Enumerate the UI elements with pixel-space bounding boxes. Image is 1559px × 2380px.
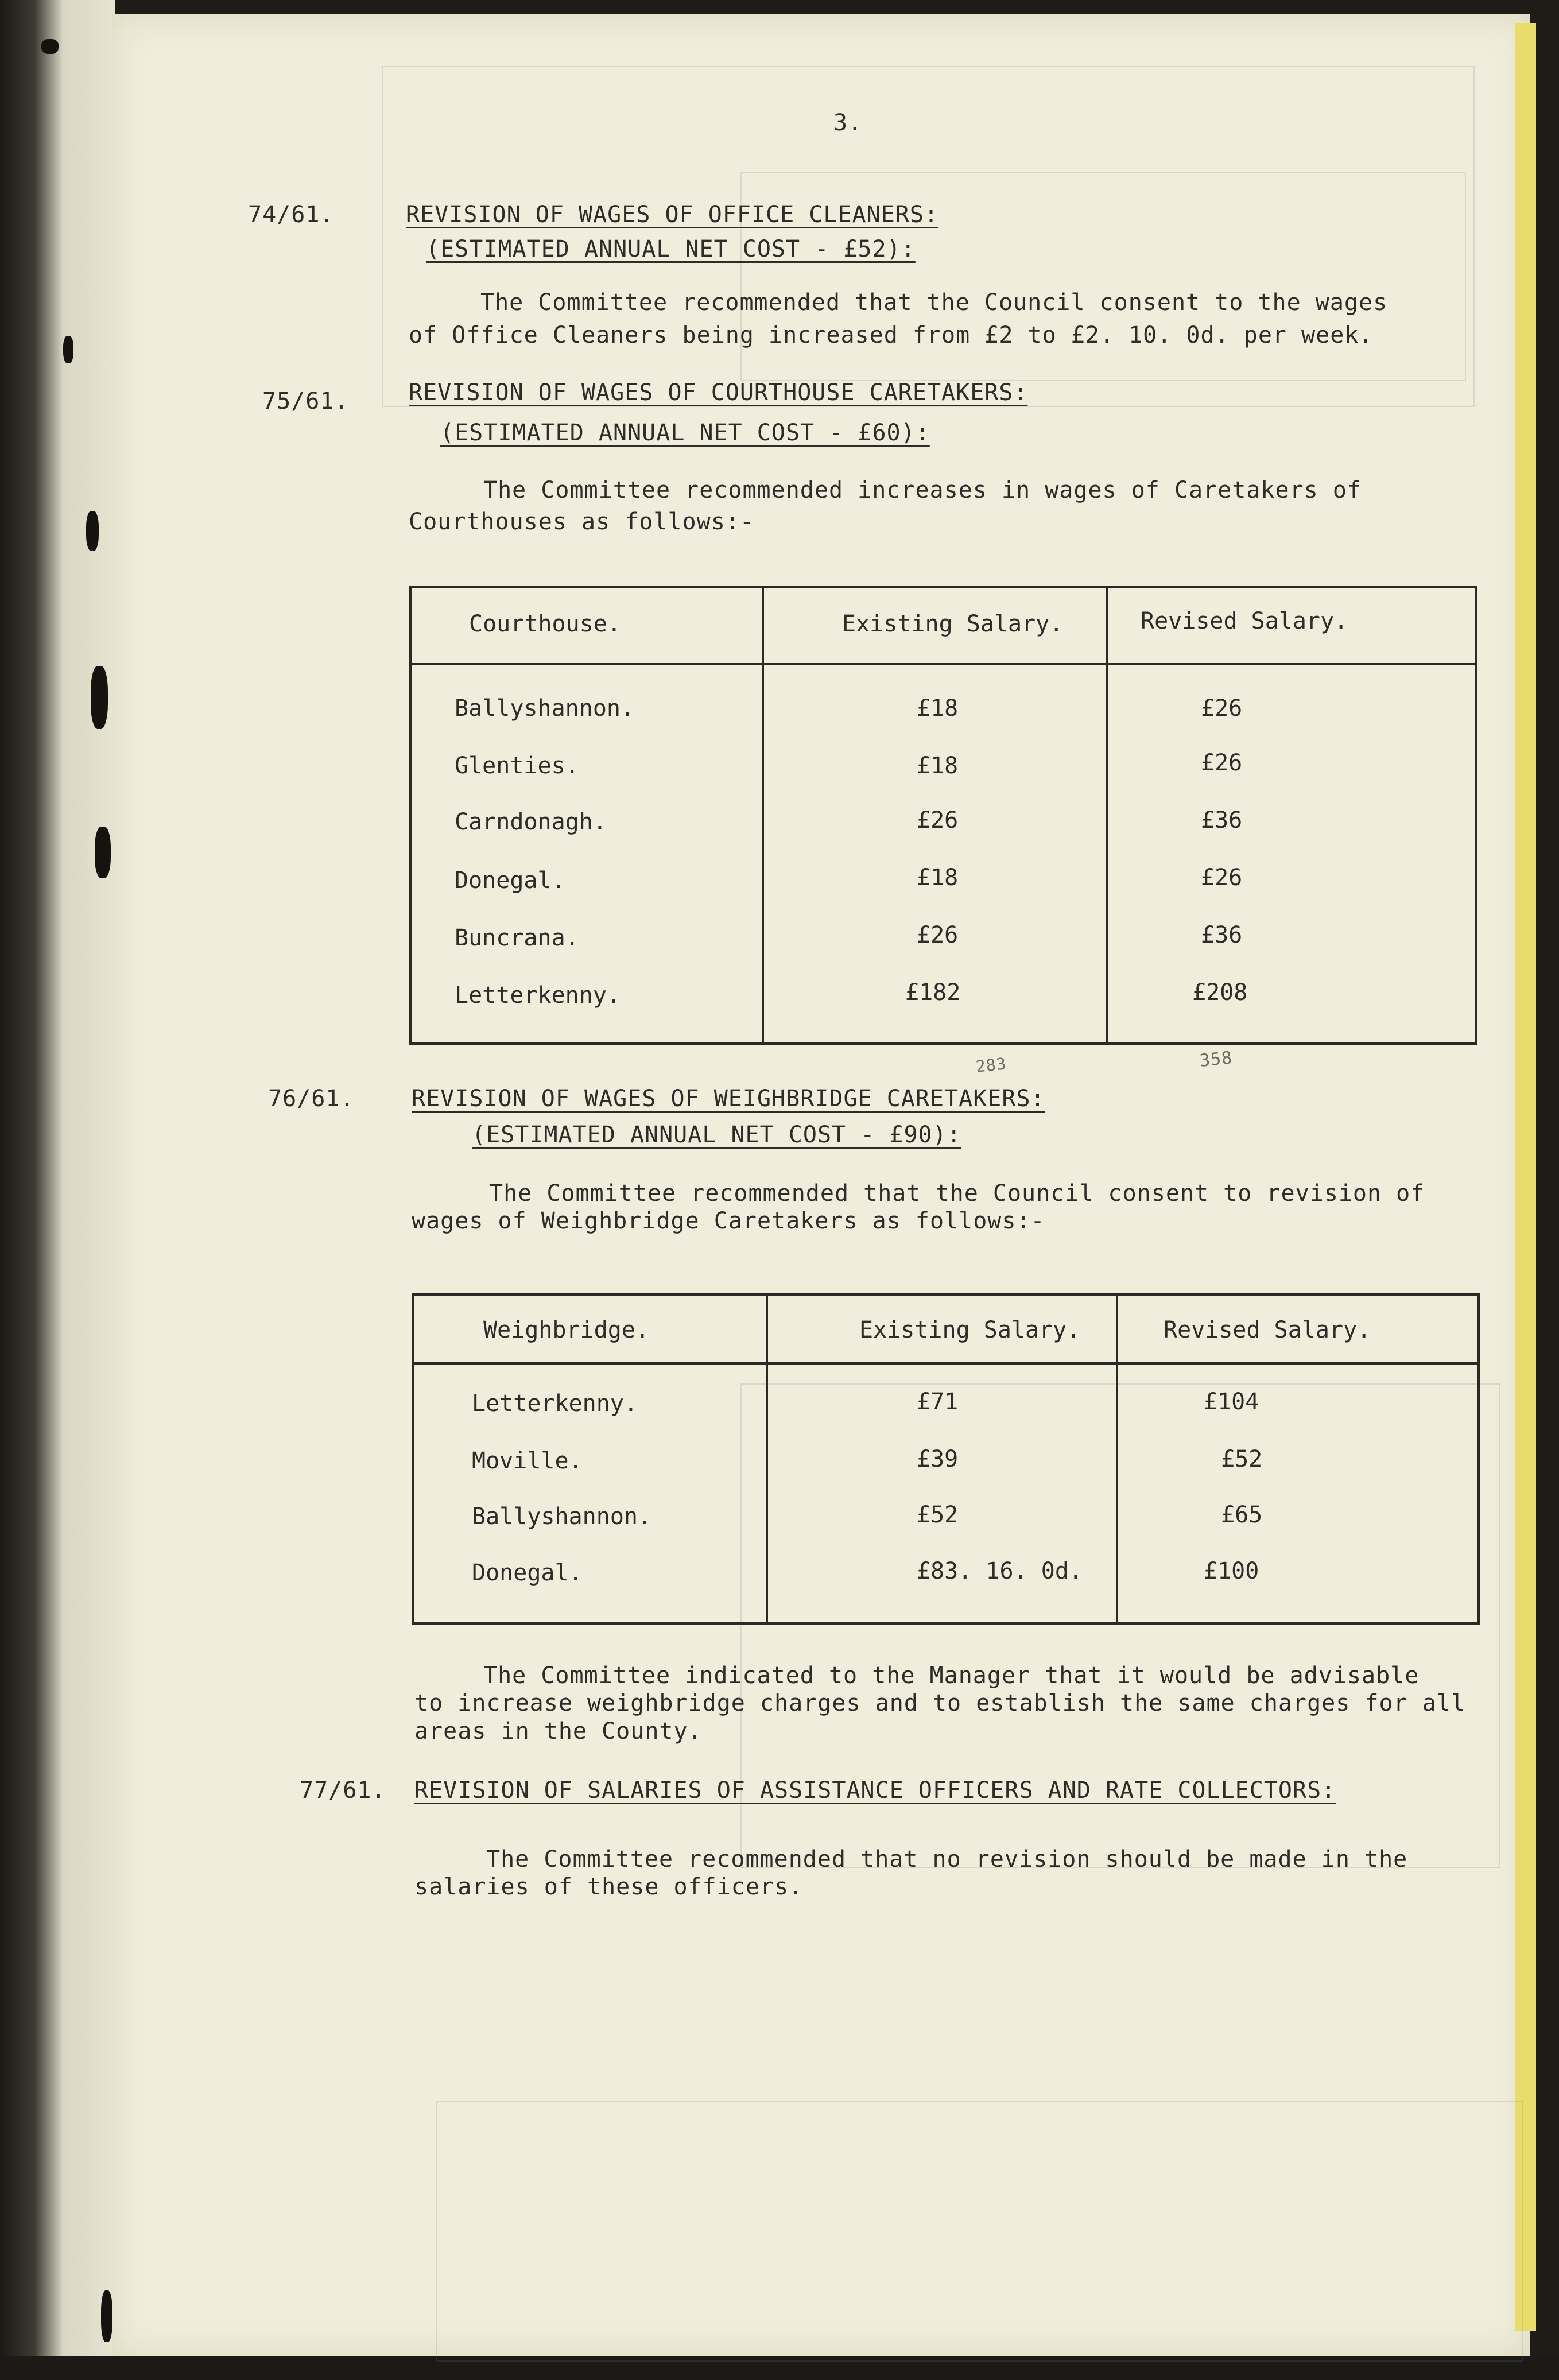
item-cost: (ESTIMATED ANNUAL NET COST - £60):: [440, 420, 930, 446]
table-cell: £26: [917, 807, 959, 834]
table-cell: £65: [1221, 1502, 1263, 1528]
binding-hole: [63, 336, 73, 363]
page-binding: [0, 0, 115, 2380]
table-cell: £208: [1192, 979, 1248, 1006]
item-ref: 75/61.: [262, 388, 349, 414]
binding-hole: [86, 511, 99, 551]
table-divider: [1106, 588, 1108, 1042]
binding-hole: [41, 39, 59, 54]
page-number: 3.: [833, 110, 863, 136]
table-cell: £36: [1201, 807, 1243, 834]
item-heading: REVISION OF WAGES OF OFFICE CLEANERS:: [406, 201, 939, 228]
table-divider: [762, 588, 764, 1042]
binding-hole: [95, 827, 111, 878]
table-cell: £18: [917, 753, 959, 779]
table-divider: [1116, 1296, 1118, 1622]
table-cell: Donegal.: [472, 1560, 583, 1586]
item-body-line: wages of Weighbridge Caretakers as follows:-: [412, 1208, 1045, 1234]
table-cell: £104: [1204, 1389, 1259, 1415]
page-edge: [1515, 23, 1536, 2331]
table-header: Revised Salary.: [1164, 1317, 1371, 1343]
item-body-line: Courthouses as follows:-: [409, 509, 754, 535]
table-cell: £52: [917, 1502, 959, 1528]
binding-hole: [101, 2290, 113, 2342]
item-cost: (ESTIMATED ANNUAL NET COST - £90):: [472, 1122, 961, 1148]
table-cell: Letterkenny.: [455, 982, 621, 1009]
table-cell: £26: [1201, 750, 1243, 776]
item-body-line: The Committee recommended that no revision should be made in the: [486, 1846, 1408, 1873]
table-cell: £26: [1201, 865, 1243, 891]
item-ref: 74/61.: [248, 201, 335, 228]
table-cell: £71: [917, 1389, 959, 1415]
table-header: Existing Salary.: [859, 1317, 1081, 1343]
item-note-line: areas in the County.: [414, 1718, 703, 1745]
table-cell: Donegal.: [455, 867, 565, 894]
table-cell: Glenties.: [455, 753, 579, 779]
table-cell: £52: [1221, 1446, 1263, 1472]
table-cell: £18: [917, 865, 959, 891]
table-cell: £26: [1201, 695, 1243, 722]
item-body-line: The Committee recommended that the Council consent to revision of: [489, 1180, 1425, 1207]
item-heading: REVISION OF WAGES OF COURTHOUSE CARETAKERS:: [409, 379, 1028, 406]
item-heading: REVISION OF SALARIES OF ASSISTANCE OFFICERS AND RATE COLLECTORS:: [414, 1777, 1336, 1804]
table-header: Existing Salary.: [842, 611, 1064, 637]
table-divider: [412, 663, 1475, 665]
table-cell: Buncrana.: [455, 925, 579, 951]
item-body-line: The Committee recommended increases in wages of Caretakers of: [483, 477, 1362, 503]
courthouse-table: [409, 586, 1477, 1045]
item-body-line: salaries of these officers.: [414, 1874, 804, 1900]
table-cell: £36: [1201, 922, 1243, 948]
table-cell: £18: [917, 695, 959, 722]
item-body-line: The Committee recommended that the Council consent to the wages: [480, 289, 1388, 316]
item-ref: 77/61.: [300, 1777, 386, 1804]
show-through-table: [436, 2101, 1523, 2362]
table-cell: £100: [1204, 1558, 1259, 1584]
item-cost: (ESTIMATED ANNUAL NET COST - £52):: [426, 236, 916, 262]
table-header: Courthouse.: [469, 611, 621, 637]
table-cell: Ballyshannon.: [472, 1503, 652, 1530]
table-cell: £182: [905, 979, 961, 1006]
item-body-line: of Office Cleaners being increased from £2 to £2. 10. 0d. per week.: [409, 322, 1374, 348]
table-cell: Carndonagh.: [455, 809, 607, 835]
table-divider: [766, 1296, 768, 1622]
item-ref: 76/61.: [268, 1086, 355, 1112]
table-cell: Letterkenny.: [472, 1390, 638, 1417]
margin-annotation: 358: [1199, 1048, 1234, 1071]
item-note-line: The Committee indicated to the Manager that it would be advisable: [483, 1662, 1420, 1689]
item-heading: REVISION OF WAGES OF WEIGHBRIDGE CARETAKERS:: [412, 1086, 1045, 1112]
margin-annotation: 283: [975, 1054, 1008, 1076]
table-cell: £26: [917, 922, 959, 948]
item-note-line: to increase weighbridge charges and to establish the same charges for all: [414, 1690, 1465, 1716]
table-cell: Ballyshannon.: [455, 695, 635, 722]
table-cell: £83. 16. 0d.: [917, 1558, 1083, 1584]
table-header: Weighbridge.: [483, 1317, 649, 1343]
table-divider: [414, 1362, 1477, 1365]
binding-hole: [91, 666, 108, 729]
table-cell: £39: [917, 1446, 959, 1472]
weighbridge-table: [412, 1293, 1480, 1625]
table-header: Revised Salary.: [1141, 608, 1348, 634]
table-cell: Moville.: [472, 1448, 583, 1474]
